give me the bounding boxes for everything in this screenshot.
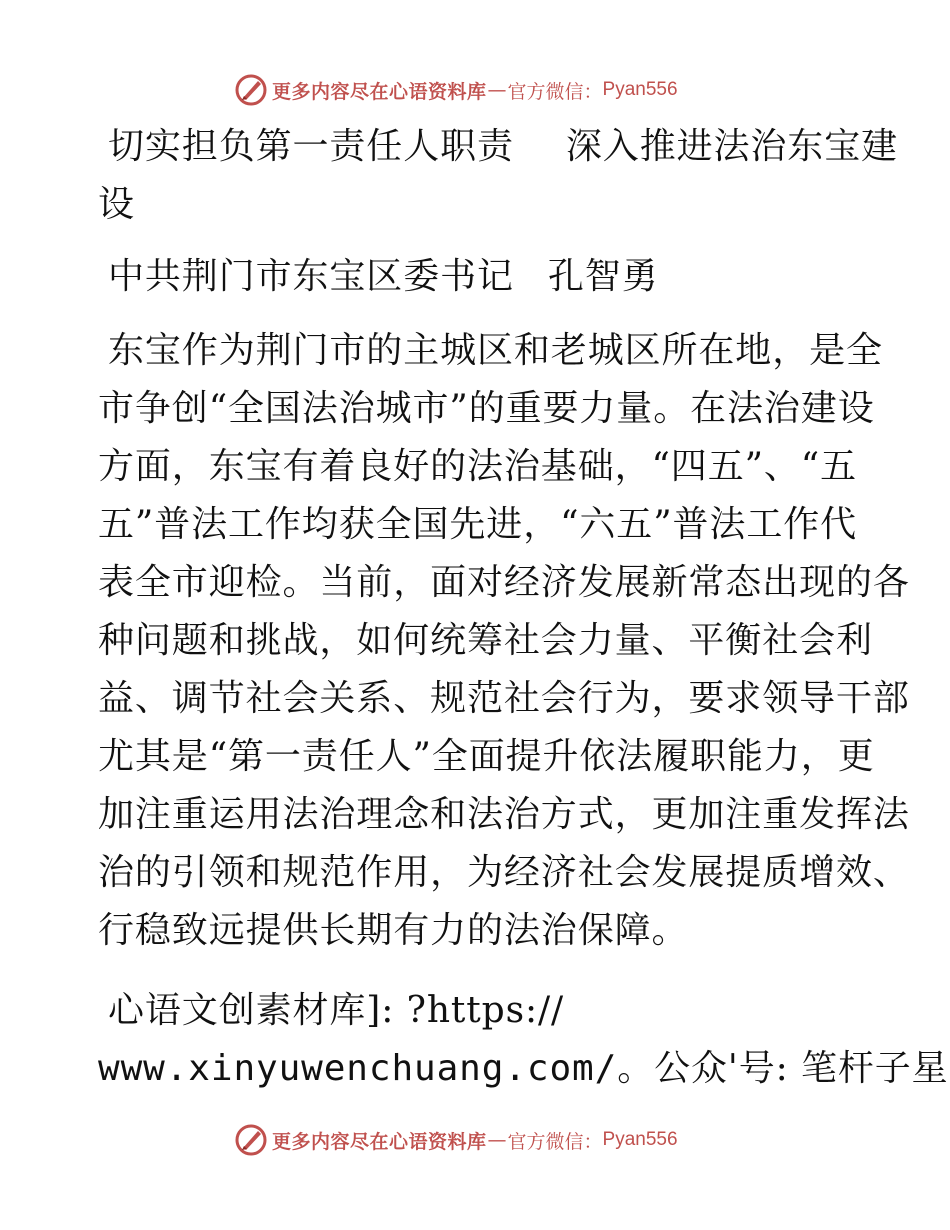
body-line: 表全市迎检。当前，面对经济发展新常态出现的各 [98,562,910,603]
body-line: 行稳致远提供长期有力的法治保障。 [98,910,689,951]
banner-text: 更多内容尽在心语资料库 [272,1130,487,1153]
body-line: 方面，东宝有着良好的法治基础，“四五”、“五 [98,446,858,487]
banner-text: 更多内容尽在心语资料库 [272,80,487,103]
banner-wechat-id: Pyan556 [602,79,678,100]
body-line: 尤其是“第一责任人”全面提升依法履职能力，更 [98,736,875,777]
title-part-1: 切实担负第一责任人职责 [108,126,514,167]
document-title-line-2: 设 [98,184,135,225]
source-url-link[interactable]: www.xinyuwenchuang.com/ [98,1048,618,1089]
body-line: 治的引领和规范作用，为经济社会发展提质增效、 [98,852,910,893]
body-line: 市争创“全国法治城市”的重要力量。在法治建设 [98,388,875,429]
author-name: 孔智勇 [547,256,659,297]
pen-logo-icon [234,73,268,107]
banner-separator: — [487,79,507,101]
banner-wechat-id: Pyan556 [602,1129,678,1150]
source-line-1: 心语文创素材库]: ?https:// [108,990,565,1031]
document-title-line-1 [108,118,898,176]
title-part-2: 深入推进法治东宝建 [565,126,899,167]
source-wechat-account: 。公众'号: 笔杆子星 [617,1048,949,1089]
header-banner [234,72,678,108]
author-line [108,248,659,306]
author-title: 中共荆门市东宝区委书记 [108,256,514,297]
body-line: 益、调节社会关系、规范社会行为，要求领导干部 [98,678,910,719]
banner-separator: — [487,1129,507,1151]
body-line: 加注重运用法治理念和法治方式，更加注重发挥法 [98,794,910,835]
footer-banner [234,1122,678,1158]
banner-wechat-label: 官方微信： [507,80,603,103]
banner-wechat-label: 官方微信： [507,1130,603,1153]
body-line: 种问题和挑战，如何统筹社会力量、平衡社会利 [98,620,873,661]
body-line: 五”普法工作均获全国先进，“六五”普法工作代 [98,504,858,545]
source-line-2 [98,1040,949,1098]
pen-logo-icon [234,1123,268,1157]
body-line: 东宝作为荆门市的主城区和老城区所在地，是全 [108,330,883,371]
